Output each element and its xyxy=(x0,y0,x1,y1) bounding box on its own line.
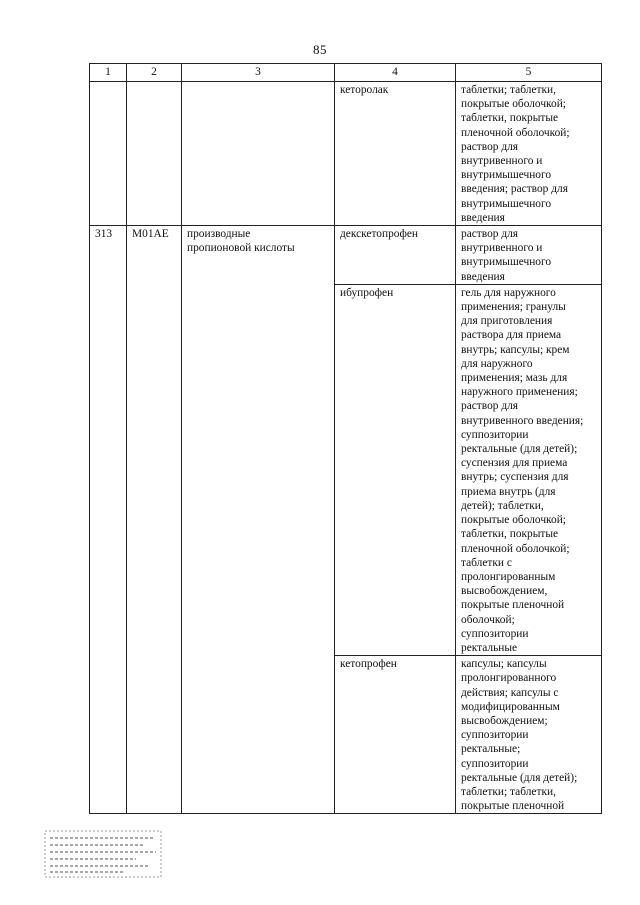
row-number xyxy=(90,82,127,226)
drug-name: кетопрофен xyxy=(335,656,456,814)
dosage-forms: гель для наружного применения; гранулы для приготовления раствора для приема внутрь; капсулы; крем для наружного применения; мазь для наружного применения; раствор для внутривенного введения; суппозитории ректальные (для детей); суспензия для приема внутрь; суспензия для приема внутрь (для детей); таблетки, покрытые оболочкой; таблетки, покрытые пленочной оболочкой; таблетки с пролонгированным высвобождением, покрытые пленочной оболочкой; суппозитории ректальные xyxy=(456,284,602,655)
drug-name: кеторолак xyxy=(335,82,456,226)
dosage-forms: таблетки; таблетки, покрытые оболочкой; таблетки, покрытые пленочной оболочкой; раствор для внутривенного и внутримышечного введения; раствор для внутримышечного введения xyxy=(456,82,602,226)
pharm-group: производные пропионовой кислоты xyxy=(182,226,335,285)
row-number xyxy=(90,656,127,814)
page-number: 85 xyxy=(313,42,327,57)
atc-code xyxy=(127,656,182,814)
pharm-group xyxy=(182,82,335,226)
atc-code xyxy=(127,82,182,226)
drug-name: ибупрофен xyxy=(335,284,456,655)
header-col-4: 4 xyxy=(335,64,456,82)
header-col-5: 5 xyxy=(456,64,602,82)
table-row xyxy=(90,82,602,226)
dosage-forms: капсулы; капсулы пролонгированного действия; капсулы с модифицированным высвобождением; суппозитории ректальные; суппозитории ректальные (для детей); таблетки; таблетки, покрытые пленочной xyxy=(456,656,602,814)
row-number: 313 xyxy=(90,226,127,285)
pharm-group xyxy=(182,284,335,655)
header-col-2: 2 xyxy=(127,64,182,82)
table-row xyxy=(90,226,602,285)
header-col-3: 3 xyxy=(182,64,335,82)
header-col-1: 1 xyxy=(90,64,127,82)
atc-code xyxy=(127,284,182,655)
registration-stamp xyxy=(44,830,162,878)
dosage-forms: раствор для внутривенного и внутримышечного введения xyxy=(456,226,602,285)
drug-name: декскетопрофен xyxy=(335,226,456,285)
pharm-group xyxy=(182,656,335,814)
drug-table xyxy=(89,63,602,814)
header-row xyxy=(90,64,602,82)
row-number xyxy=(90,284,127,655)
table-row xyxy=(90,284,602,655)
atc-code: M01AE xyxy=(127,226,182,285)
table-row xyxy=(90,656,602,814)
